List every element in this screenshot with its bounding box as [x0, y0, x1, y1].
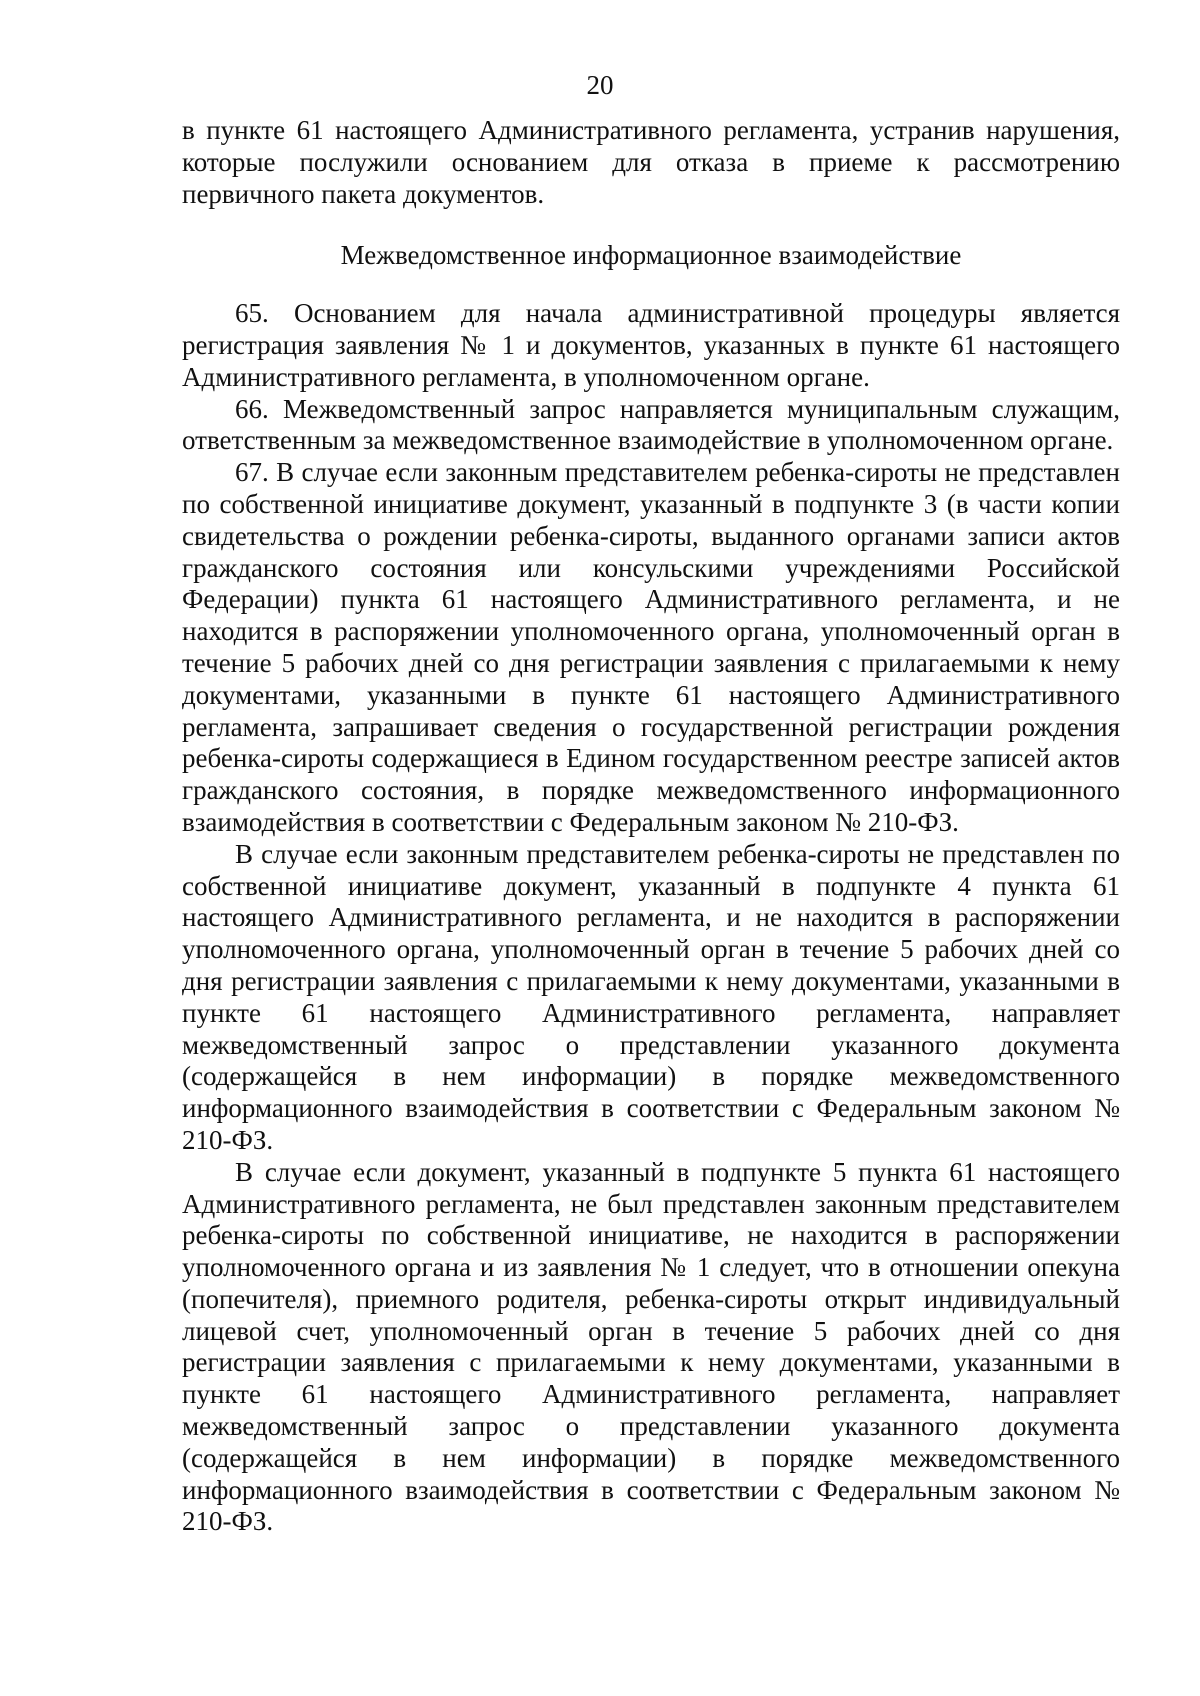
paragraph-67: 67. В случае если законным представителем ребенка-сироты не представлен по собственной инициативе документ, указанный в подпункте 3 (в части копии свидетельства о рождении ребенка-сироты, выданного органами записи актов гражданского состояния или консульскими учреждениями Российской Федерации) пункта 61 настоящего Административного регламента, и не находится в распоряжении уполномоченного органа, уполномоченный орган в течение 5 рабочих дней со дня регистрации заявления с прилагаемыми к нему документами, указанными в пункте 61 настоящего Административного регламента, запрашивает сведения о государственной регистрации рождения ребенка-сироты содержащиеся в Едином государственном реестре записей актов гражданского состояния, в порядке межведомственного информационного взаимодействия в соответствии с Федеральным законом № 210-ФЗ.: [182, 457, 1120, 837]
paragraph-67-part-2: В случае если законным представителем ребенка-сироты не представлен по собственной инициативе документ, указанный в подпункте 4 пункта 61 настоящего Административного регламента, и не находится в распоряжении уполномоченного органа, уполномоченный орган в течение 5 рабочих дней со дня регистрации заявления с прилагаемыми к нему документами, указанными в пункте 61 настоящего Административного регламента, направляет межведомственный запрос о представлении указанного документа (содержащейся в нем информации) в порядке межведомственного информационного взаимодействия в соответствии с Федеральным законом № 210-ФЗ.: [182, 838, 1120, 1155]
section-heading: Межведомственное информационное взаимодействие: [340, 240, 962, 271]
paragraph-66: 66. Межведомственный запрос направляется муниципальным служащим, ответственным за межведомственное взаимодействие в уполномоченном органе.: [182, 393, 1120, 456]
intro-paragraph: в пункте 61 настоящего Административного регламента, устранив нарушения, которые послужили основанием для отказа в приеме к рассмотрению первичного пакета документов.: [182, 115, 1120, 209]
paragraph-67-part-3: В случае если документ, указанный в подпункте 5 пункта 61 настоящего Административного регламента, не был представлен законным представителем ребенка-сироты по собственной инициативе, не находится в распоряжении уполномоченного органа и из заявления № 1 следует, что в отношении опекуна (попечителя), приемного родителя, ребенка-сироты открыт индивидуальный лицевой счет, уполномоченный орган в течение 5 рабочих дней со дня регистрации заявления с прилагаемыми к нему документами, указанными в пункте 61 настоящего Административного регламента, направляет межведомственный запрос о представлении указанного документа (содержащейся в нем информации) в порядке межведомственного информационного взаимодействия в соответствии с Федеральным законом № 210-ФЗ.: [182, 1156, 1120, 1537]
page-number: 20: [586, 70, 614, 100]
paragraph-65: 65. Основанием для начала административной процедуры является регистрация заявления № 1 и документов, указанных в пункте 61 настоящего Административного регламента, в уполномоченном органе.: [182, 298, 1120, 392]
document-body: [182, 115, 1120, 1538]
